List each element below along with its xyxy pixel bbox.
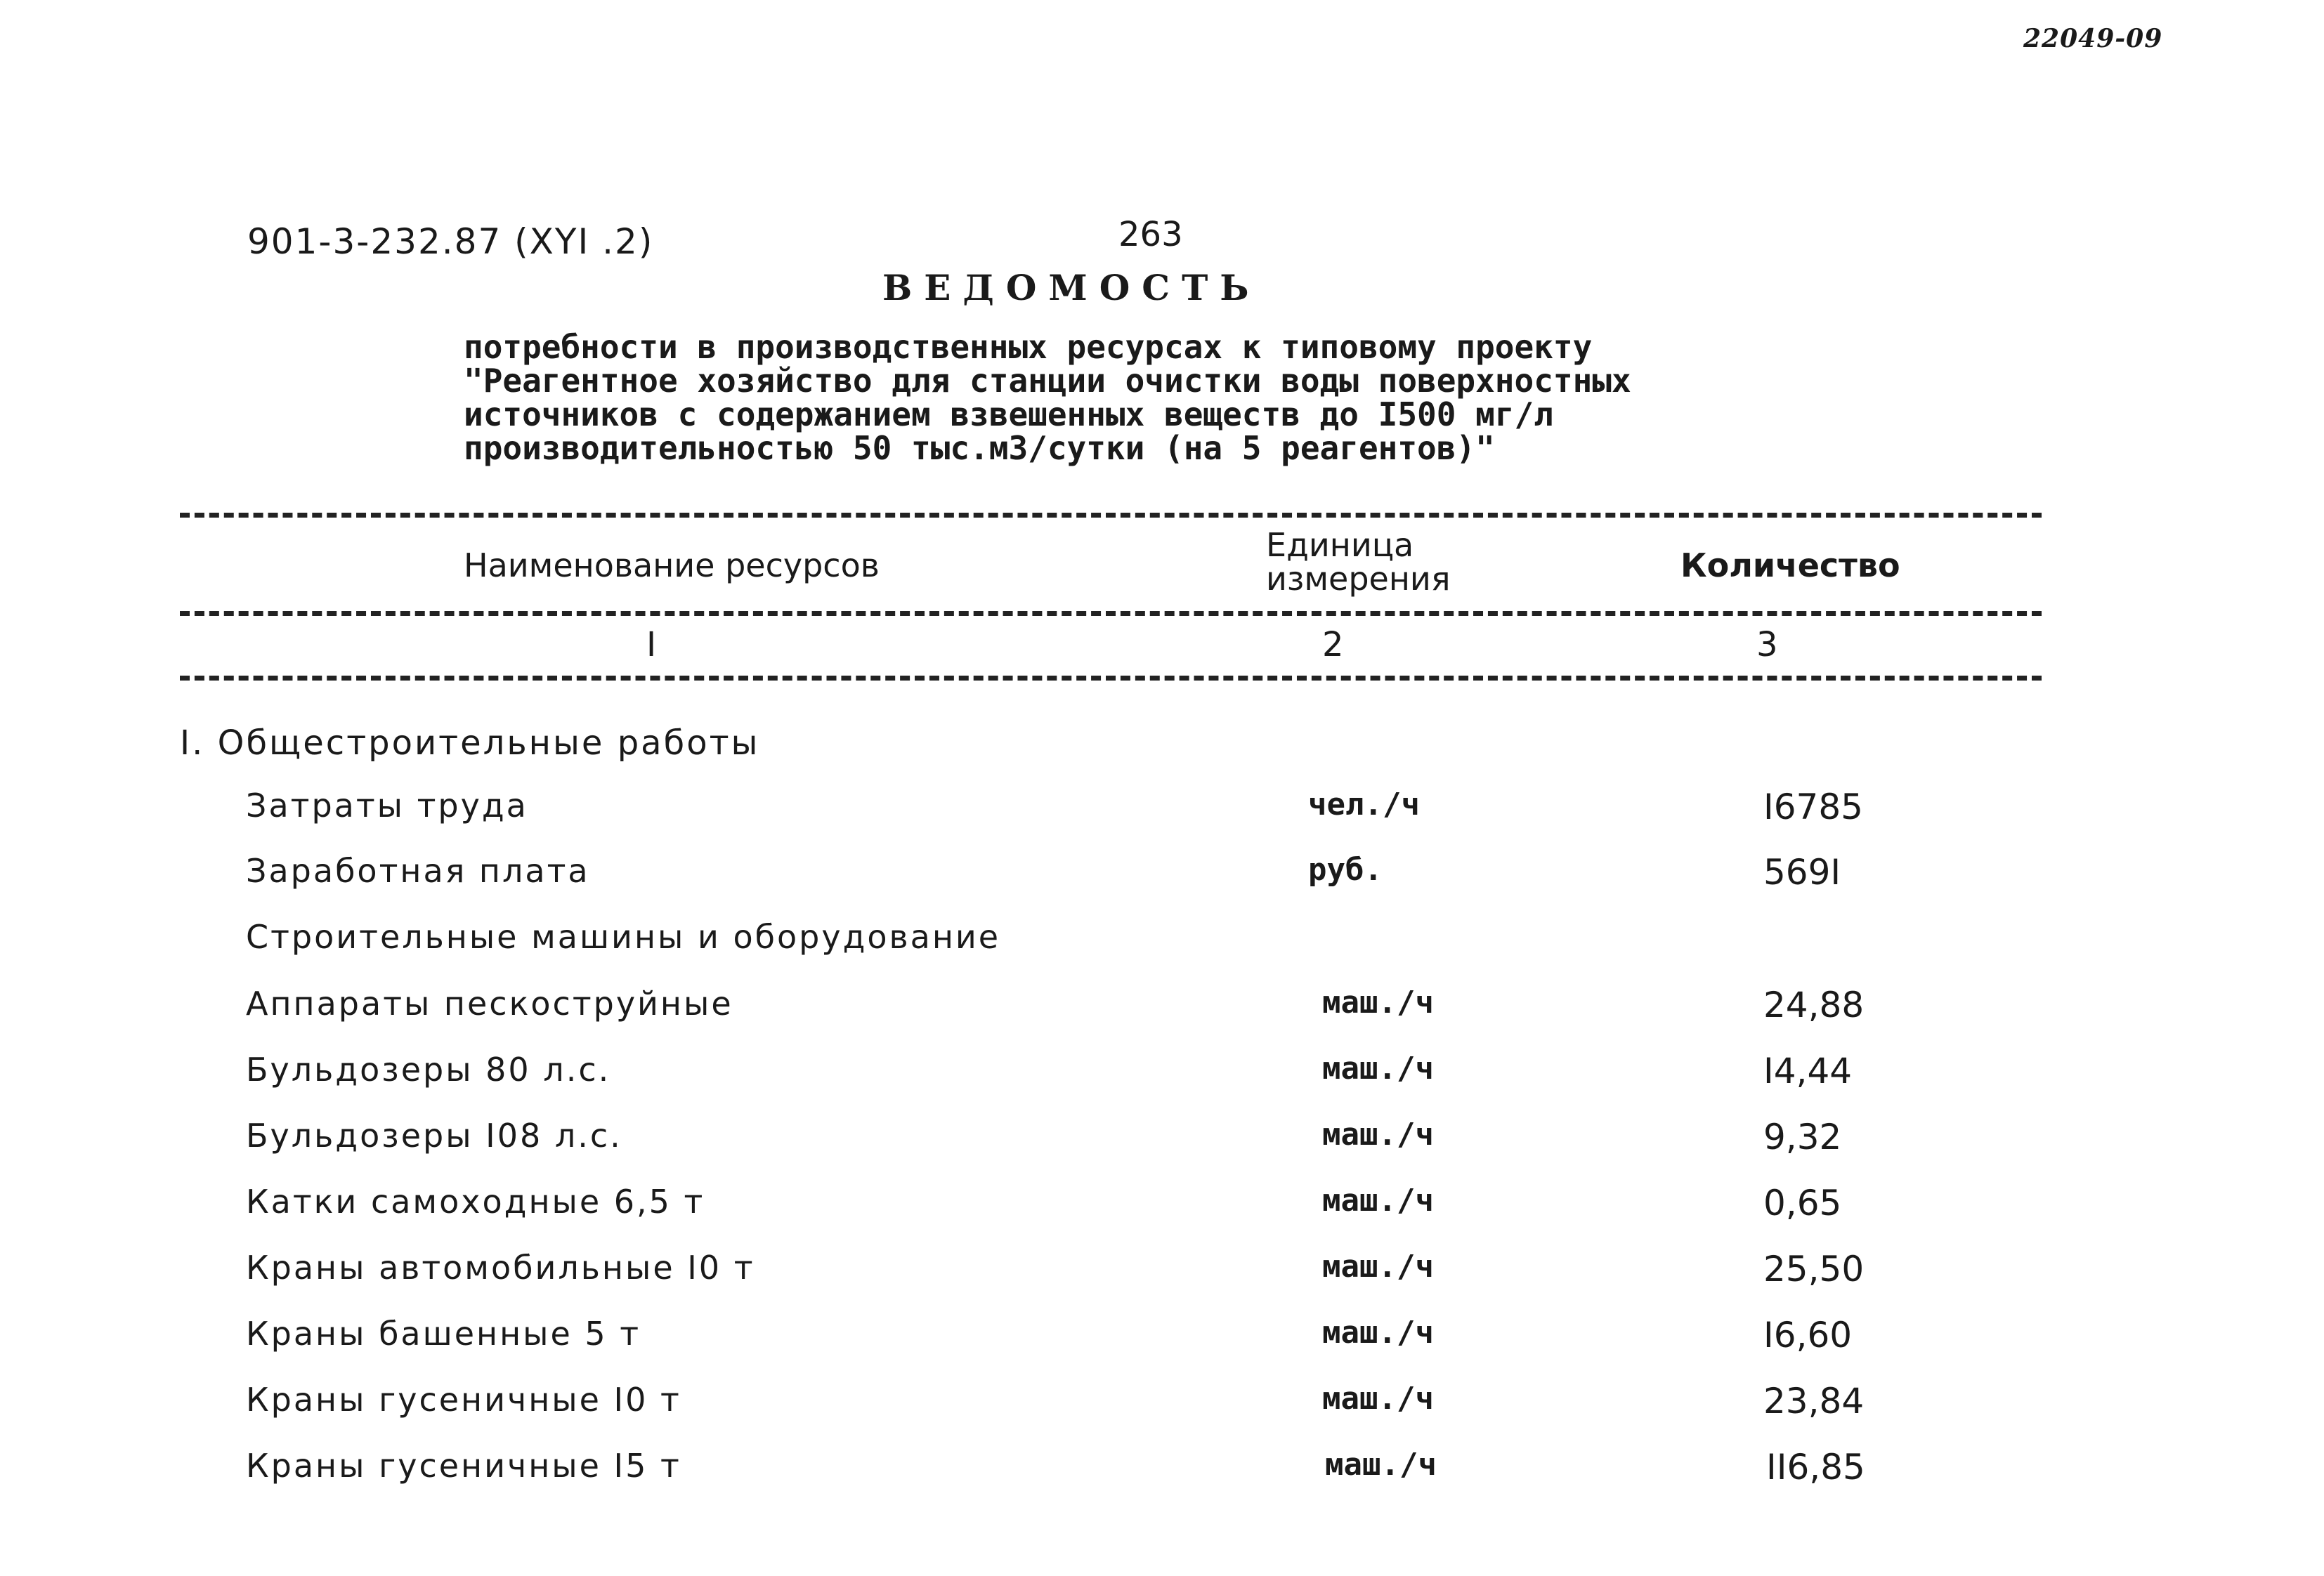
column-number-2: 2 (1322, 625, 1344, 664)
row-unit: маш./ч (1325, 1447, 1437, 1483)
header-bottom-rule (180, 611, 2042, 616)
row-name: Краны гусеничные I0 т (246, 1381, 681, 1419)
table-row (0, 787, 2324, 850)
table-row (0, 1315, 2324, 1378)
table-row (0, 852, 2324, 915)
column-number-3: 3 (1756, 625, 1778, 664)
header-unit (1266, 528, 1451, 596)
header-resource-name: Наименование ресурсов (464, 546, 880, 584)
row-name: Аппараты пескоструйные (246, 985, 733, 1023)
table-row (0, 1249, 2324, 1312)
document-subtitle (464, 330, 1631, 465)
column-number-1: I (646, 625, 657, 664)
header-quantity: Количество (1680, 546, 1900, 584)
row-unit: маш./ч (1322, 1117, 1434, 1153)
column-numbers-rule (180, 676, 2042, 681)
row-quantity: 23,84 (1763, 1381, 1865, 1421)
header-unit-line1: Единица (1266, 526, 1414, 564)
row-quantity: I4,44 (1763, 1051, 1853, 1091)
row-quantity: 25,50 (1763, 1249, 1865, 1289)
table-row (0, 1381, 2324, 1444)
header-unit-line2: измерения (1266, 560, 1451, 598)
table-row (0, 918, 2324, 981)
row-name: Краны гусеничные I5 т (246, 1447, 681, 1485)
row-unit: маш./ч (1322, 1381, 1434, 1417)
row-name: Краны башенные 5 т (246, 1315, 641, 1353)
table-row (0, 1051, 2324, 1114)
row-unit: маш./ч (1322, 1183, 1434, 1219)
subtitle-line: производительностью 50 тыс.м3/сутки (на 5 реагентов)" (464, 429, 1495, 467)
document-code: 901-3-232.87 (XYI .2) (247, 221, 654, 262)
section-title: I. Общестроительные работы (180, 723, 760, 763)
row-name: Бульдозеры 80 л.с. (246, 1051, 611, 1089)
row-unit: руб. (1308, 852, 1383, 888)
row-name: Катки самоходные 6,5 т (246, 1183, 705, 1221)
row-quantity: 569I (1763, 852, 1841, 893)
row-quantity: 24,88 (1763, 985, 1865, 1025)
row-name: Бульдозеры I08 л.с. (246, 1117, 622, 1155)
row-name: Краны автомобильные I0 т (246, 1249, 755, 1287)
corner-archive-number: 22049-09 (2023, 24, 2163, 53)
table-top-rule (180, 513, 2042, 518)
row-unit: маш./ч (1322, 985, 1434, 1020)
document-title: ВЕДОМОСТЬ (882, 267, 1261, 308)
table-row (0, 1117, 2324, 1180)
row-quantity: I6,60 (1763, 1315, 1853, 1355)
row-name: Затраты труда (246, 787, 528, 825)
row-unit: маш./ч (1322, 1249, 1434, 1285)
row-quantity: II6,85 (1766, 1447, 1865, 1488)
row-unit: чел./ч (1308, 787, 1420, 822)
table-row (0, 1183, 2324, 1246)
table-row (0, 985, 2324, 1048)
subtitle-line: источников с содержанием взвешенных веществ до I500 мг/л (464, 395, 1553, 433)
subtitle-line: "Реагентное хозяйство для станции очистки воды поверхностных (464, 362, 1631, 400)
table-row (0, 1447, 2324, 1510)
row-unit: маш./ч (1322, 1315, 1434, 1351)
row-unit: маш./ч (1322, 1051, 1434, 1086)
row-name: Заработная плата (246, 852, 590, 890)
row-name: Строительные машины и оборудование (246, 918, 1001, 956)
page-number: 263 (1118, 215, 1183, 254)
subtitle-line: потребности в производственных ресурсах к типовому проекту (464, 328, 1593, 366)
row-quantity: I6785 (1763, 787, 1863, 827)
row-quantity: 0,65 (1763, 1183, 1842, 1223)
row-quantity: 9,32 (1763, 1117, 1842, 1157)
